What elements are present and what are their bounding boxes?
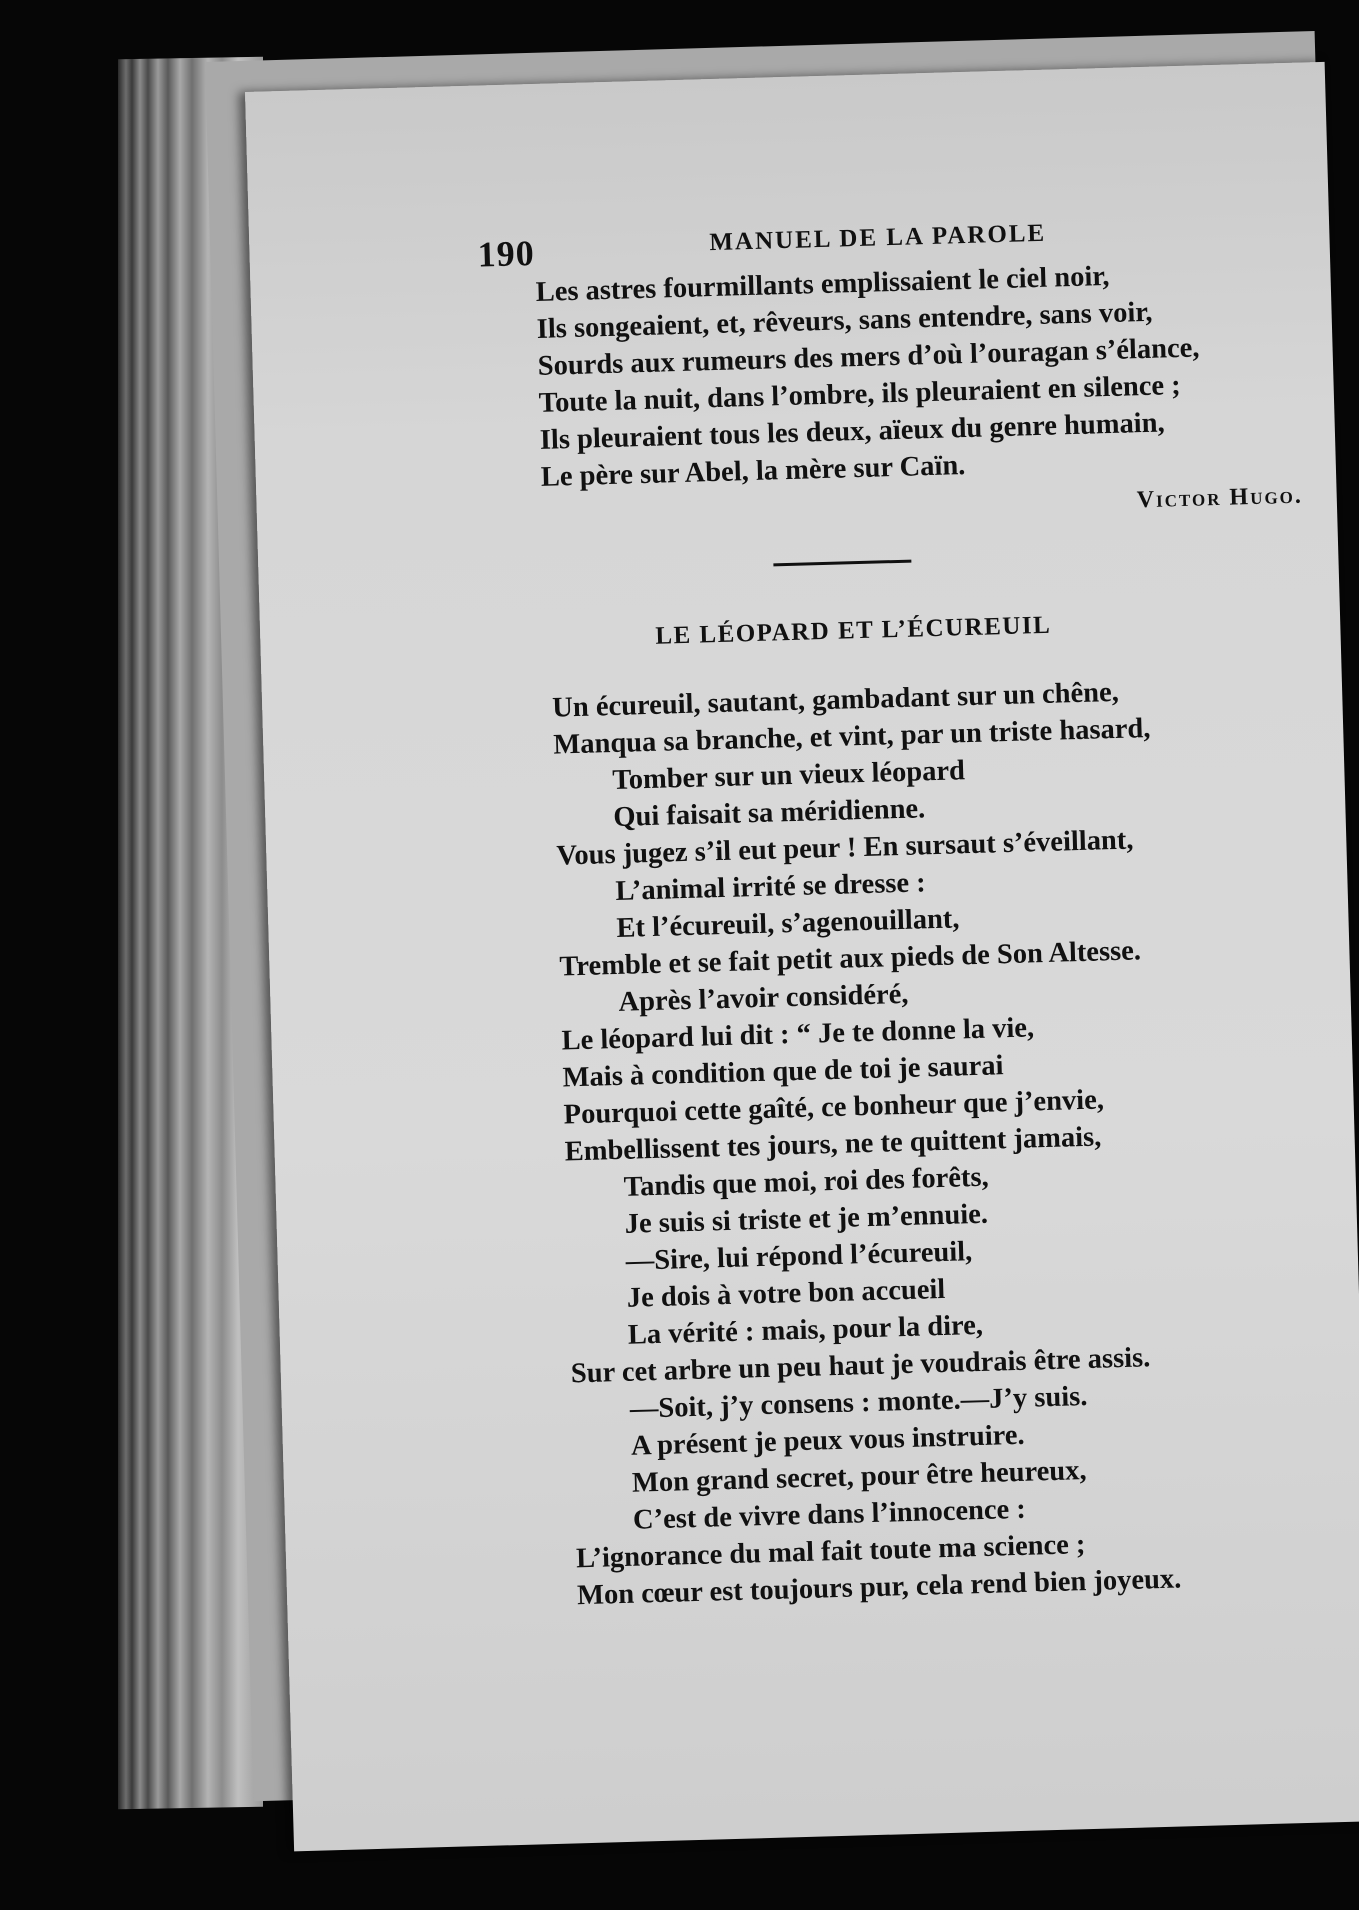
book-page (245, 62, 1359, 1851)
verse-line: C’est de vivre dans l’innocence : (632, 1493, 1027, 1536)
verse-line: Ils songeaient, et, rêveurs, sans entendre, sans voir, (536, 296, 1153, 345)
verse-line: Vous jugez s’il eut peur ! En sursaut s’éveillant, (556, 824, 1134, 872)
verse-line: Je suis si triste et je m’ennuie. (624, 1198, 989, 1240)
verse-line: Sur cet arbre un peu haut je voudrais être assis. (570, 1342, 1151, 1390)
verse-line: Ils pleuraient tous les deux, aïeux du genre humain, (539, 407, 1166, 456)
verse-line: Mon grand secret, pour être heureux, (631, 1455, 1087, 1499)
verse-line: Un écureuil, sautant, gambadant sur un chêne, (551, 676, 1120, 724)
poem-title: LE LÉOPARD ET L’ÉCUREUIL (654, 611, 1052, 650)
verse-line: Embellissent tes jours, ne te quittent jamais, (564, 1121, 1102, 1168)
verse-line: Après l’avoir considéré, (618, 978, 909, 1018)
verse-line: Les astres fourmillants emplissaient le ciel noir, (535, 260, 1110, 308)
section-divider (773, 560, 911, 567)
verse-line: Je dois à votre bon accueil (626, 1273, 946, 1314)
verse-line: Sourds aux rumeurs des mers d’où l’ouragan s’élance, (537, 332, 1200, 382)
verse-line: Pourquoi cette gaîté, ce bonheur que j’envie, (563, 1084, 1105, 1131)
verse-line: Manqua sa branche, et vint, par un triste hasard, (552, 712, 1151, 761)
verse-line: Mais à condition que de toi je saurai (562, 1050, 1004, 1094)
verse-line: —Soit, j’y consens : monte.—J’y suis. (629, 1380, 1088, 1425)
verse-line: Le léopard lui dit : “ Je te donne la vie, (561, 1012, 1035, 1057)
verse-line: Et l’écureuil, s’agenouillant, (616, 903, 960, 944)
verse-line: Toute la nuit, dans l’ombre, ils pleuraient en silence ; (538, 369, 1182, 419)
author-attribution: Victor Hugo. (1136, 482, 1304, 514)
page-content (245, 62, 1359, 1851)
verse-line: —Sire, lui répond l’écureuil, (625, 1236, 973, 1277)
poem-stanza (552, 673, 1182, 1615)
excerpt-stanza (535, 255, 1203, 495)
verse-line: Qui faisait sa méridienne. (612, 793, 926, 833)
verse-line: Mon cœur est toujours pur, cela rend bien joyeux. (576, 1563, 1182, 1612)
verse-line: Tomber sur un vieux léopard (611, 755, 966, 797)
verse-line: Le père sur Abel, la mère sur Caïn. (540, 450, 966, 493)
verse-line: A présent je peux vous instruire. (630, 1419, 1025, 1462)
verse-line: La vérité : mais, pour la dire, (627, 1309, 984, 1351)
page-number: 190 (477, 232, 536, 275)
verse-line: Tremble et se fait petit aux pieds de Son Altesse. (559, 935, 1142, 983)
verse-line: L’ignorance du mal fait toute ma science ; (575, 1529, 1086, 1575)
verse-line: L’animal irrité se dresse : (615, 867, 927, 907)
verse-line: Tandis que moi, roi des forêts, (623, 1161, 990, 1203)
running-title: MANUEL DE LA PAROLE (709, 219, 1047, 257)
